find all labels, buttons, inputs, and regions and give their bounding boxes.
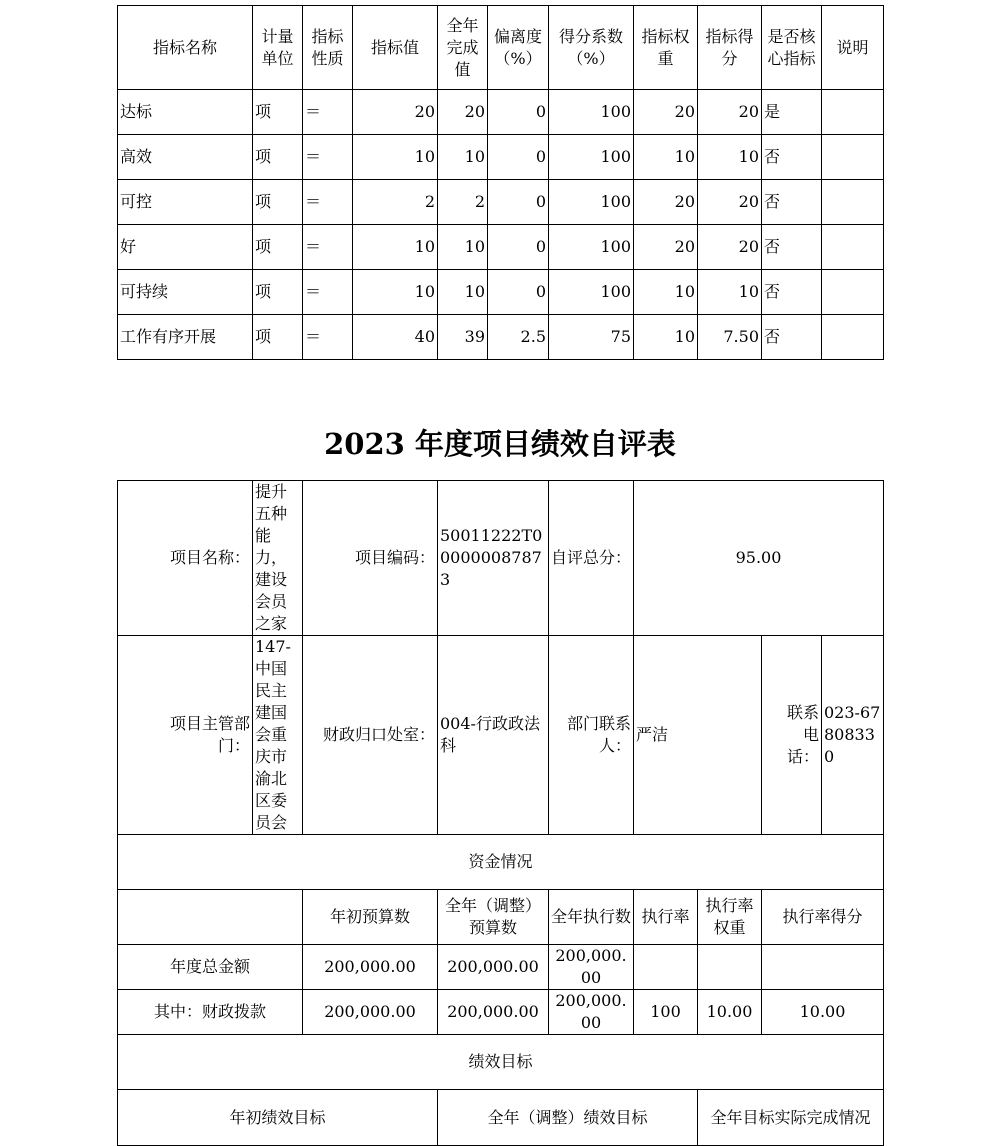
table-row (118, 90, 884, 135)
page-title: 2023 年度项目绩效自评表 (324, 427, 676, 461)
finance-office-label: 财政归口处室： (303, 636, 438, 835)
project-name-label: 项目名称： (118, 481, 253, 636)
cell-coef: 100 (549, 135, 634, 180)
table-row (118, 315, 884, 360)
cell-target: 40 (353, 315, 438, 360)
cell-score: 10 (698, 270, 762, 315)
project-code-label: 项目编码： (303, 481, 438, 636)
cell-coef: 100 (549, 225, 634, 270)
indicator-header-row (118, 6, 884, 90)
header-notes: 说明 (822, 6, 884, 90)
table-row (118, 135, 884, 180)
funds-row (118, 990, 884, 1035)
table-row (118, 180, 884, 225)
cell-nature: ＝ (303, 180, 353, 225)
cell-name: 好 (118, 225, 253, 270)
funds-header-exec-score: 执行率得分 (762, 890, 884, 945)
funds-header-row (118, 890, 884, 945)
department-label: 项目主管部门： (118, 636, 253, 835)
funds-rate (634, 945, 698, 990)
cell-unit: 项 (253, 135, 303, 180)
cell-target: 10 (353, 225, 438, 270)
funds-executed: 200,000.00 (549, 990, 634, 1035)
table-row (118, 225, 884, 270)
header-score-coef: 得分系数（%） (549, 6, 634, 90)
cell-weight: 10 (634, 315, 698, 360)
funds-initial: 200,000.00 (303, 990, 438, 1035)
funds-header-adjusted-budget: 全年（调整）预算数 (438, 890, 549, 945)
cell-name: 工作有序开展 (118, 315, 253, 360)
phone-label: 联系电话： (762, 636, 822, 835)
department-row (118, 636, 884, 835)
header-target-value: 指标值 (353, 6, 438, 90)
cell-core: 否 (762, 270, 822, 315)
cell-actual: 10 (438, 225, 488, 270)
cell-notes (822, 315, 884, 360)
funds-row (118, 945, 884, 990)
cell-weight: 10 (634, 270, 698, 315)
funds-adjusted: 200,000.00 (438, 945, 549, 990)
funds-executed: 200,000.00 (549, 945, 634, 990)
header-core: 是否核心指标 (762, 6, 822, 90)
cell-nature: ＝ (303, 315, 353, 360)
cell-score: 7.50 (698, 315, 762, 360)
cell-coef: 100 (549, 270, 634, 315)
header-score: 指标得分 (698, 6, 762, 90)
cell-notes (822, 135, 884, 180)
contact-label: 部门联系人： (549, 636, 634, 835)
indicator-table (117, 5, 884, 360)
table-row (118, 270, 884, 315)
cell-name: 可控 (118, 180, 253, 225)
goals-section-title: 绩效目标 (118, 1035, 884, 1090)
header-nature: 指标性质 (303, 6, 353, 90)
self-score-label: 自评总分： (549, 481, 634, 636)
funds-score: 10.00 (762, 990, 884, 1035)
cell-name: 达标 (118, 90, 253, 135)
funds-section-title: 资金情况 (118, 835, 884, 890)
cell-unit: 项 (253, 90, 303, 135)
cell-coef: 75 (549, 315, 634, 360)
cell-deviation: 0 (488, 270, 549, 315)
cell-unit: 项 (253, 270, 303, 315)
self-score-value: 95.00 (634, 481, 884, 636)
cell-notes (822, 180, 884, 225)
goals-section-row (118, 1035, 884, 1090)
funds-header-blank (118, 890, 303, 945)
cell-coef: 100 (549, 90, 634, 135)
funds-section-row (118, 835, 884, 890)
cell-score: 20 (698, 90, 762, 135)
funds-weight: 10.00 (698, 990, 762, 1035)
cell-unit: 项 (253, 315, 303, 360)
cell-name: 高效 (118, 135, 253, 180)
goals-header-actual: 全年目标实际完成情况 (698, 1090, 884, 1146)
goals-header-row (118, 1090, 884, 1146)
goals-header-adjusted: 全年（调整）绩效目标 (438, 1090, 698, 1146)
project-code-value: 50011222T000000087873 (438, 481, 549, 636)
cell-nature: ＝ (303, 135, 353, 180)
cell-deviation: 0 (488, 225, 549, 270)
cell-weight: 10 (634, 135, 698, 180)
cell-core: 否 (762, 315, 822, 360)
header-unit: 计量单位 (253, 6, 303, 90)
cell-target: 10 (353, 270, 438, 315)
cell-weight: 20 (634, 90, 698, 135)
cell-score: 20 (698, 180, 762, 225)
cell-actual: 20 (438, 90, 488, 135)
cell-coef: 100 (549, 180, 634, 225)
funds-score (762, 945, 884, 990)
funds-row-label: 其中：财政拨款 (118, 990, 303, 1035)
cell-deviation: 2.5 (488, 315, 549, 360)
cell-actual: 2 (438, 180, 488, 225)
funds-adjusted: 200,000.00 (438, 990, 549, 1035)
cell-target: 2 (353, 180, 438, 225)
cell-core: 否 (762, 135, 822, 180)
header-deviation: 偏离度（%） (488, 6, 549, 90)
finance-office-value: 004-行政政法科 (438, 636, 549, 835)
cell-weight: 20 (634, 225, 698, 270)
cell-core: 否 (762, 180, 822, 225)
cell-score: 10 (698, 135, 762, 180)
cell-nature: ＝ (303, 90, 353, 135)
cell-core: 是 (762, 90, 822, 135)
cell-unit: 项 (253, 225, 303, 270)
cell-deviation: 0 (488, 90, 549, 135)
funds-rate: 100 (634, 990, 698, 1035)
cell-deviation: 0 (488, 135, 549, 180)
project-name-row (118, 481, 884, 636)
cell-deviation: 0 (488, 180, 549, 225)
cell-nature: ＝ (303, 270, 353, 315)
header-actual-value: 全年完成值 (438, 6, 488, 90)
cell-core: 否 (762, 225, 822, 270)
cell-actual: 39 (438, 315, 488, 360)
funds-header-exec-weight: 执行率权重 (698, 890, 762, 945)
cell-unit: 项 (253, 180, 303, 225)
cell-score: 20 (698, 225, 762, 270)
cell-target: 10 (353, 135, 438, 180)
funds-weight (698, 945, 762, 990)
evaluation-form (117, 480, 884, 1146)
funds-initial: 200,000.00 (303, 945, 438, 990)
cell-actual: 10 (438, 270, 488, 315)
funds-header-executed: 全年执行数 (549, 890, 634, 945)
cell-nature: ＝ (303, 225, 353, 270)
goals-header-initial: 年初绩效目标 (118, 1090, 438, 1146)
cell-notes (822, 225, 884, 270)
funds-header-initial-budget: 年初预算数 (303, 890, 438, 945)
header-weight: 指标权重 (634, 6, 698, 90)
cell-notes (822, 270, 884, 315)
funds-header-exec-rate: 执行率 (634, 890, 698, 945)
cell-target: 20 (353, 90, 438, 135)
cell-name: 可持续 (118, 270, 253, 315)
project-name-value: 提升五种能力，建设会员之家 (253, 481, 303, 636)
cell-weight: 20 (634, 180, 698, 225)
cell-actual: 10 (438, 135, 488, 180)
department-value: 147-中国民主建国会重庆市渝北区委员会 (253, 636, 303, 835)
header-indicator-name: 指标名称 (118, 6, 253, 90)
cell-notes (822, 90, 884, 135)
funds-row-label: 年度总金额 (118, 945, 303, 990)
phone-value: 023-67808330 (822, 636, 884, 835)
contact-value: 严洁 (634, 636, 762, 835)
